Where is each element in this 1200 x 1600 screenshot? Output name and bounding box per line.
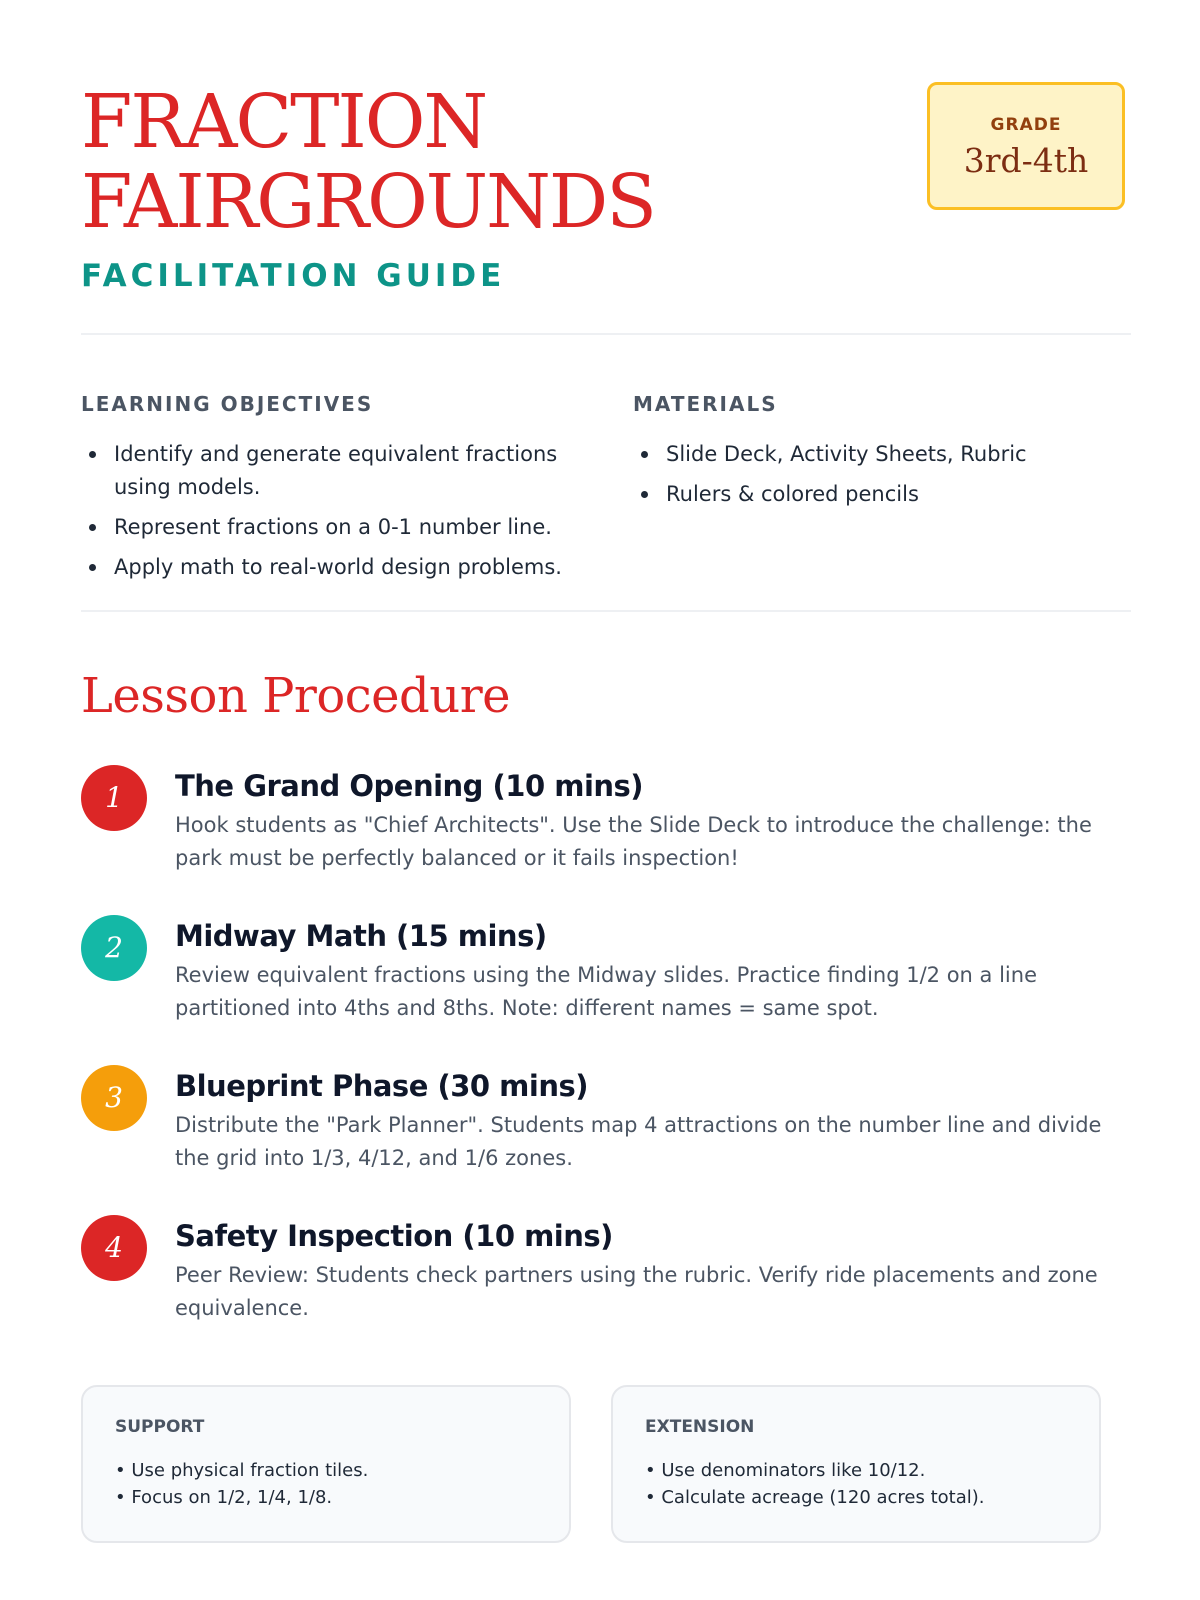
learning-objectives-section (81, 392, 591, 591)
support-card (81, 1385, 571, 1543)
page-subtitle: FACILITATION GUIDE (81, 258, 506, 294)
step-title: Blueprint Phase (30 mins) (175, 1069, 588, 1103)
material-item: Rulers & colored pencils (633, 478, 1113, 511)
step-description: Review equivalent fractions using the Midway slides. Practice finding 1/2 on a line partitioned into 4ths and 8ths. Note: different names = same spot. (175, 963, 1037, 1020)
title-line-1: FRACTION (81, 79, 487, 165)
page-title (81, 79, 655, 245)
step-title: The Grand Opening (10 mins) (175, 769, 644, 803)
step-number-badge: 3 (81, 1065, 147, 1131)
support-list (115, 1457, 537, 1511)
step-number-badge: 1 (81, 765, 147, 831)
materials-section (633, 392, 1113, 518)
objective-item: Apply math to real-world design problems. (81, 551, 591, 584)
support-item: • Use physical fraction tiles. (115, 1457, 537, 1484)
materials-list (633, 438, 1113, 511)
step-description: Hook students as "Chief Architects". Use the Slide Deck to introduce the challenge: the park must be perfectly balanced or it fails inspection! (175, 813, 1092, 870)
extension-heading: EXTENSION (645, 1417, 755, 1437)
lesson-procedure-heading: Lesson Procedure (81, 668, 511, 724)
learning-objectives-heading: LEARNING OBJECTIVES (81, 392, 374, 416)
title-line-2: FAIRGROUNDS (81, 159, 655, 245)
section-divider (81, 610, 1131, 612)
step-description: Distribute the "Park Planner". Students map 4 attractions on the number line and divide the grid into 1/3, 4/12, and 1/6 zones. (175, 1113, 1102, 1170)
objective-item: Represent fractions on a 0-1 number line. (81, 511, 591, 544)
step-number-badge: 2 (81, 915, 147, 981)
header-divider (81, 333, 1131, 335)
grade-label: GRADE (990, 115, 1062, 135)
step-title: Safety Inspection (10 mins) (175, 1219, 613, 1253)
extension-item: • Calculate acreage (120 acres total). (645, 1484, 1067, 1511)
learning-objectives-list (81, 438, 591, 584)
extension-card (611, 1385, 1101, 1543)
support-heading: SUPPORT (115, 1417, 205, 1437)
facilitation-guide-page (81, 0, 1131, 1600)
step-description: Peer Review: Students check partners using the rubric. Verify ride placements and zone equivalence. (175, 1263, 1098, 1320)
support-item: • Focus on 1/2, 1/4, 1/8. (115, 1484, 537, 1511)
grade-badge (927, 82, 1125, 210)
material-item: Slide Deck, Activity Sheets, Rubric (633, 438, 1113, 471)
materials-heading: MATERIALS (633, 392, 778, 416)
objective-item: Identify and generate equivalent fractions using models. (81, 438, 591, 504)
step-title: Midway Math (15 mins) (175, 919, 547, 953)
extension-item: • Use denominators like 10/12. (645, 1457, 1067, 1484)
step-number-badge: 4 (81, 1215, 147, 1281)
grade-value: 3rd-4th (963, 141, 1089, 180)
extension-list (645, 1457, 1067, 1511)
